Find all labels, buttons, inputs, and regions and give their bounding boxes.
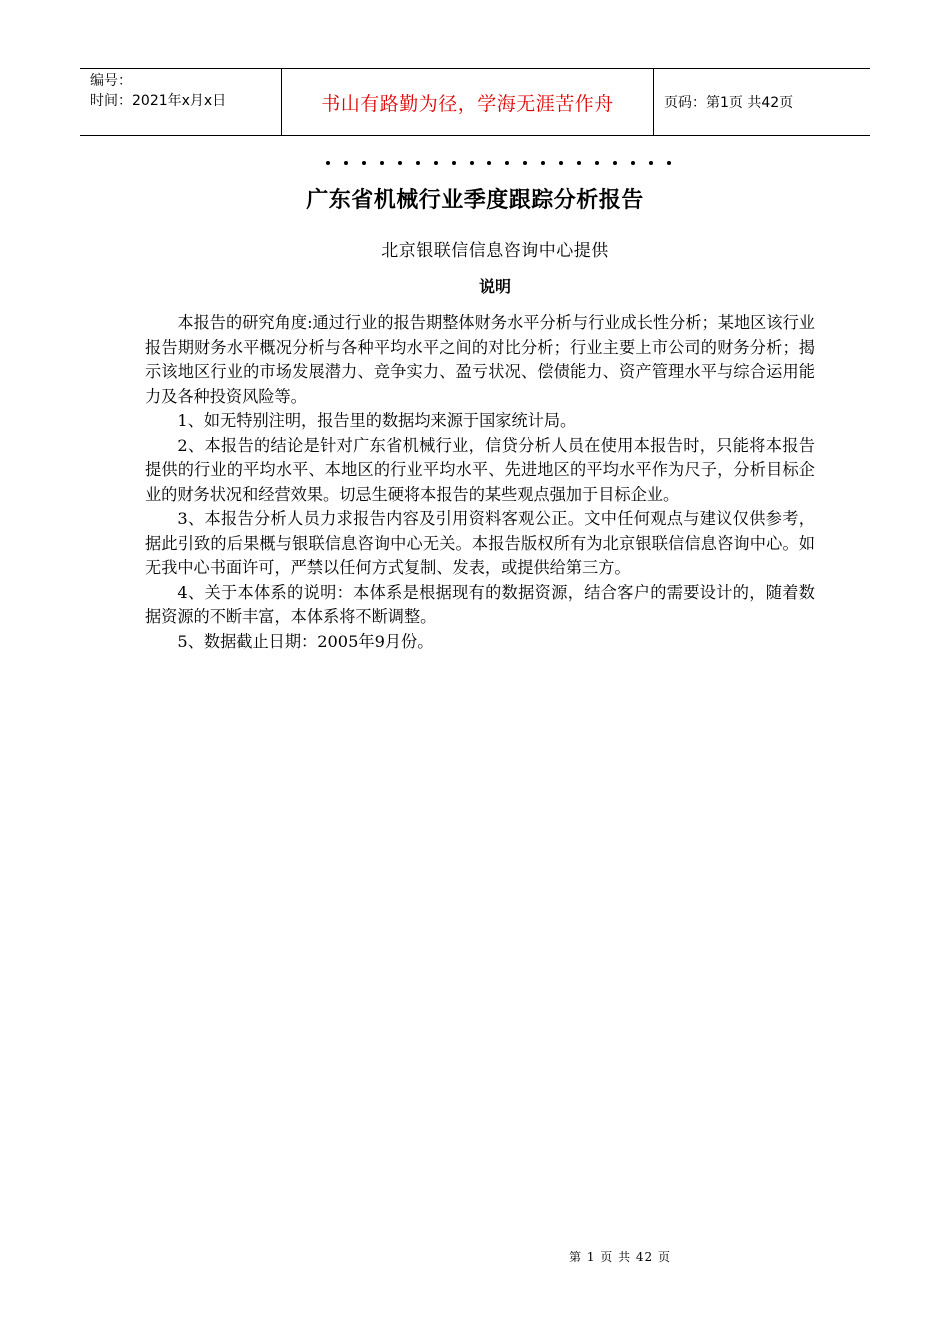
emphasis-dot	[344, 161, 348, 165]
emphasis-dot	[398, 161, 402, 165]
emphasis-dot	[523, 161, 527, 165]
paragraph-note-2: 2、本报告的结论是针对广东省机械行业，信贷分析人员在使用本报告时，只能将本报告提供的行业的平均水平、本地区的行业平均水平、先进地区的平均水平作为尺子，分析目标企业的财务状况和经营效果。切忌生硬将本报告的某些观点强加于目标企业。	[145, 435, 815, 504]
emphasis-dot	[416, 161, 420, 165]
emphasis-dot	[667, 161, 671, 165]
emphasis-dot	[631, 161, 635, 165]
emphasis-dot	[505, 161, 509, 165]
emphasis-dot	[577, 161, 581, 165]
emphasis-dot	[452, 161, 456, 165]
emphasis-dot	[362, 161, 366, 165]
paragraph-note-1: 1、如无特别注明，报告里的数据均来源于国家统计局。	[177, 411, 577, 430]
emphasis-dot	[541, 161, 545, 165]
emphasis-dot	[380, 161, 384, 165]
paragraph-note-5: 5、数据截止日期：2005年9月份。	[177, 631, 434, 651]
paragraph-note-3: 3、本报告分析人员力求报告内容及引用资料客观公正。文中任何观点与建议仅供参考，据此引致的后果概与银联信息咨询中心无关。本报告版权所有为北京银联信信息咨询中心。如无我中心书面许可，严禁以任何方式复制、发表，或提供给第三方。	[145, 509, 815, 577]
document-subtitle: 北京银联信信息咨询中心提供	[381, 241, 609, 261]
paragraph-intro: 本报告的研究角度:通过行业的报告期整体财务水平分析与行业成长性分析；某地区该行业报告期财务水平概况分析与各种平均水平之间的对比分析；行业主要上市公司的财务分析；揭示该地区行业的市场发展潜力、竞争实力、盈亏状况、偿债能力、资产管理水平与综合运用能力及各种投资风险等。	[145, 313, 815, 406]
section-heading: 说明	[478, 277, 511, 296]
emphasis-dot	[595, 161, 599, 165]
header-info-cell	[80, 69, 281, 135]
motto-text: 书山有路勤为径，学海无涯苦作舟	[321, 92, 614, 115]
header-page-cell	[654, 69, 870, 135]
emphasis-dot	[487, 161, 491, 165]
page-info: 页码：第1页 共42页	[664, 95, 794, 111]
paragraph-note-4: 4、关于本体系的说明：本体系是根据现有的数据资源，结合客户的需要设计的，随着数据资源的不断丰富，本体系将不断调整。	[145, 582, 815, 626]
body-text	[145, 311, 815, 654]
emphasis-dots	[326, 161, 671, 175]
emphasis-dot	[613, 161, 617, 165]
page-footer: 第 1 页 共 42 页	[569, 1250, 671, 1264]
emphasis-dot	[326, 161, 330, 165]
header-table	[80, 68, 870, 136]
date-label: 时间：2021年x月x日	[90, 93, 227, 109]
number-label: 编号：	[90, 73, 132, 89]
emphasis-dot	[649, 161, 653, 165]
header-motto-cell	[281, 69, 654, 135]
emphasis-dot	[559, 161, 563, 165]
document-title: 广东省机械行业季度跟踪分析报告	[306, 188, 644, 213]
emphasis-dot	[434, 161, 438, 165]
emphasis-dot	[470, 161, 474, 165]
